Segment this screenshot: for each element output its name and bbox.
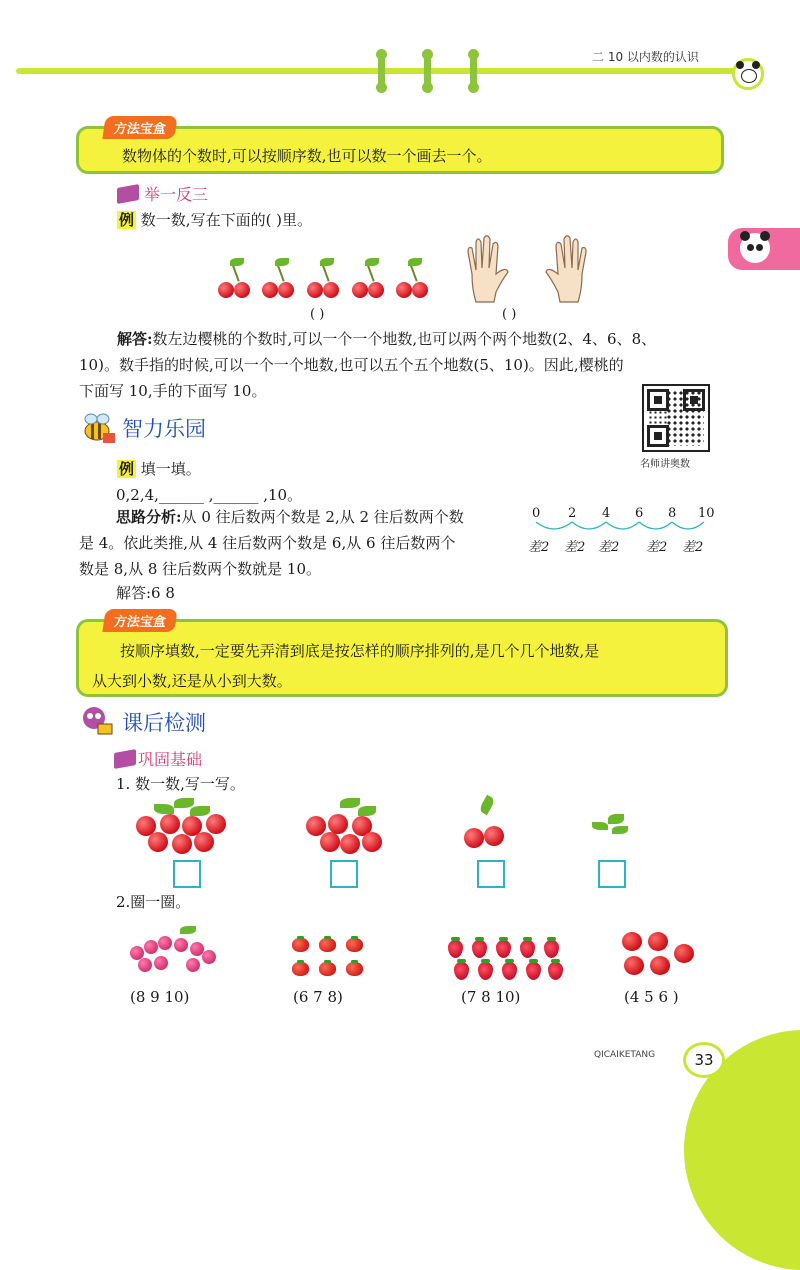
- analysis-line: 数是 8,从 8 往后数两个数就是 10。: [79, 560, 322, 578]
- number-line-value: 2: [568, 506, 577, 521]
- analysis-label: 思路分析:: [116, 508, 182, 526]
- brand-text: QICAIKETANG: [594, 1050, 656, 1060]
- difference-label: 差2: [598, 540, 620, 555]
- answer-line: [79, 326, 719, 352]
- number-line-value: 8: [668, 506, 677, 521]
- question-text: 填一填。: [140, 460, 201, 478]
- panda-icon: [732, 58, 764, 90]
- cherry-cluster: [130, 798, 230, 854]
- answer-text: 数左边樱桃的个数时,可以一个一个地数,也可以两个两个地数(2、4、6、8、: [152, 330, 657, 348]
- bee-icon: [77, 411, 117, 445]
- question-text: 数一数,写在下面的( )里。: [140, 211, 313, 229]
- empty-stem: [588, 810, 636, 840]
- cherries-group: [216, 258, 434, 302]
- answer-box[interactable]: [173, 860, 201, 888]
- strawberry-group: [448, 938, 564, 982]
- answer-line: 10)。数手指的时候,可以一个一个地数,也可以五个五个地数(5、10)。因此,樱桃的: [79, 356, 624, 374]
- binder-pin: [378, 53, 385, 89]
- answer-text: 解答:6 8: [116, 584, 175, 602]
- qr-code[interactable]: [642, 384, 710, 452]
- circle-options[interactable]: (6 7 8): [293, 988, 343, 1006]
- method-line: 按顺序填数,一定要先弄清到底是按怎样的顺序排列的,是几个几个地数,是: [120, 642, 600, 660]
- number-line-value: 10: [698, 506, 715, 521]
- number-line-value: 6: [635, 506, 644, 521]
- number-sequence: 0,2,4,______ ,______ ,10。: [116, 486, 303, 504]
- answer-box[interactable]: [330, 860, 358, 888]
- answer-block: [79, 326, 719, 404]
- hands-illustration: [462, 234, 592, 304]
- apple-group: [622, 930, 698, 980]
- example-label: 例: [119, 211, 135, 229]
- mascot-icon: [78, 702, 114, 736]
- answer-box[interactable]: [477, 860, 505, 888]
- analysis-line: 是 4。依此类推,从 4 往后数两个数是 6,从 6 往后数两个: [79, 534, 456, 552]
- binder-pin: [470, 53, 477, 89]
- method-text: 数物体的个数时,可以按顺序数,也可以数一个画去一个。: [122, 147, 492, 165]
- chapter-title: 二 10 以内数的认识: [592, 50, 699, 64]
- answer-label: 解答:: [117, 330, 153, 348]
- hop-arcs: [526, 520, 726, 534]
- tomato-group: [292, 936, 372, 980]
- circle-options[interactable]: (8 9 10): [130, 988, 190, 1006]
- section-heading: 举一反三: [144, 185, 209, 204]
- qr-label: 名师讲奥数: [640, 459, 690, 470]
- analysis-line: [79, 504, 519, 530]
- analysis-block: [79, 504, 519, 582]
- cherry-cluster: [300, 798, 390, 854]
- circle-options[interactable]: (4 5 6 ): [624, 988, 679, 1006]
- method-tag: 方法宝盒: [102, 116, 177, 139]
- answer-paren: ( ): [502, 307, 517, 322]
- example-question: [117, 456, 201, 482]
- method-tag: 方法宝盒: [102, 609, 177, 632]
- difference-label: 差2: [646, 540, 668, 555]
- book-icon: [117, 184, 139, 204]
- book-icon: [114, 749, 136, 769]
- answer-box[interactable]: [598, 860, 626, 888]
- method-text: [92, 636, 716, 696]
- difference-label: 差2: [564, 540, 586, 555]
- panda-icon: [740, 233, 770, 263]
- sub-heading: 巩固基础: [138, 750, 203, 769]
- difference-label: 差2: [528, 540, 550, 555]
- cherry-bunch: [128, 926, 216, 980]
- section-heading: 智力乐园: [122, 417, 206, 441]
- page-number: 33: [683, 1042, 725, 1078]
- number-line-value: 4: [602, 506, 611, 521]
- question-2: 2.圈一圈。: [116, 893, 191, 911]
- binder-pin: [424, 53, 431, 89]
- section-heading: 课后检测: [122, 711, 206, 735]
- method-line: 从大到小数,还是从小到大数。: [92, 672, 292, 690]
- number-line: [526, 506, 726, 556]
- question-1: 1. 数一数,写一写。: [116, 775, 245, 793]
- example-label: 例: [119, 460, 135, 478]
- number-line-value: 0: [532, 506, 541, 521]
- difference-label: 差2: [682, 540, 704, 555]
- analysis-text: 从 0 往后数两个数是 2,从 2 往后数两个数: [181, 508, 464, 526]
- circle-options[interactable]: (7 8 10): [461, 988, 521, 1006]
- example-question: [117, 207, 312, 233]
- answer-paren: ( ): [310, 307, 325, 322]
- cherry-cluster: [460, 798, 520, 854]
- answer-line: 下面写 10,手的下面写 10。: [79, 382, 267, 400]
